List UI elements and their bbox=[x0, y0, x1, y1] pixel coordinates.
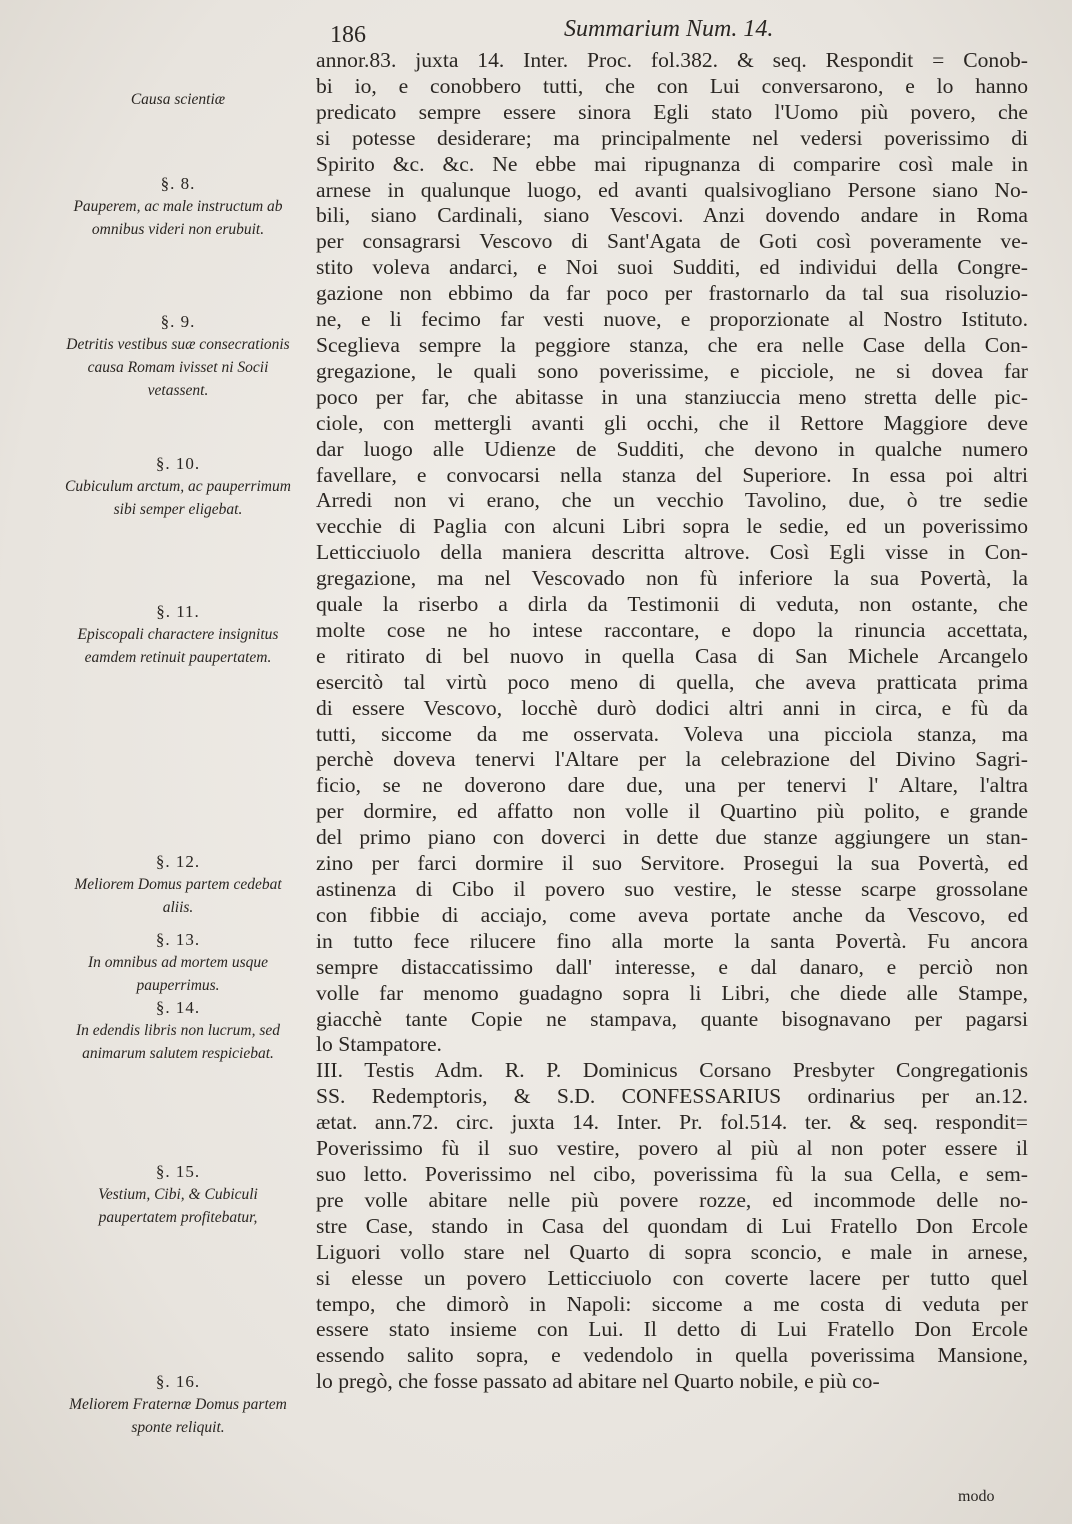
margin-note-4 bbox=[60, 600, 296, 669]
text-line: Poverissimo fù il suo vestire, povero al più al non poter essere il bbox=[316, 1136, 1028, 1161]
text-line: annor.83. juxta 14. Inter. Proc. fol.382. & seq. Respondit = Conob- bbox=[316, 48, 1028, 72]
page-header bbox=[328, 8, 1028, 48]
text-line: Letticciuolo della maniera descritta altrove. Così Egli visse in Con- bbox=[316, 540, 1028, 565]
text-line: tempo, che dimorò in Napoli: siccome a me costa di veduta per bbox=[316, 1291, 1028, 1316]
catchword: modo bbox=[958, 1488, 995, 1505]
text-line: bili, siano Cardinali, siano Vescovi. Anzi dovendo andare in Roma bbox=[316, 203, 1028, 228]
text-line: lo Stampatore. bbox=[316, 1032, 442, 1057]
margin-note-section: §. 11. bbox=[156, 602, 200, 621]
paragraph-testimony-2 bbox=[316, 48, 1028, 1058]
text-line: in tutto fece rilucere fino alla morte la santa Povertà. Fu ancora bbox=[316, 928, 1028, 953]
text-line: quale la riserbo a dirla da Testimonii di veduta, non ostante, che bbox=[316, 592, 1028, 617]
text-line: ficio, se ne doverono dare due, una per tenervi l' Altare, l'altra bbox=[316, 773, 1028, 798]
text-line: ne, e li fecimo far vesti nuove, e proporzionate al Nostro Istituto. bbox=[316, 307, 1028, 332]
text-line: Arredi non vi erano, che un vecchio Tavolino, due, ò tre sedie bbox=[316, 488, 1028, 513]
margin-note-5 bbox=[60, 850, 296, 919]
margin-note-section: §. 16. bbox=[155, 1372, 201, 1391]
margin-note-8 bbox=[60, 1160, 296, 1229]
text-line: arnese in qualunque luogo, ed avanti qualsivogliano Persone siano No- bbox=[316, 177, 1028, 202]
margin-note-text: Detritis vestibus suæ consecrationis causa Romam ivisset ni Socii vetassent. bbox=[66, 336, 290, 399]
text-line: pre volle abitare nelle più povere rozze, ed incommode delle no- bbox=[316, 1187, 1028, 1212]
margin-note-section: §. 13. bbox=[155, 930, 201, 949]
margin-note-text: Episcopali charactere insignitus eamdem retinuit paupertatem. bbox=[77, 626, 279, 666]
margin-note-section: §. 8. bbox=[160, 174, 196, 193]
text-line: predicato sempre essere sinora Egli stato l'Uomo più povero, che bbox=[316, 99, 1028, 124]
margin-note-1 bbox=[60, 172, 296, 241]
margin-note-text: Vestium, Cibi, & Cubiculi paupertatem profitebatur, bbox=[98, 1186, 258, 1226]
text-line: essendo salito sopra, e vedendolo in quella poverissima Mansione, bbox=[316, 1343, 1028, 1368]
text-line: gazione non ebbimo da far poco per frastornarlo da tal sua risoluzio- bbox=[316, 281, 1028, 306]
text-line: per dormire, ed affatto non volle il Quartino più polito, e grande bbox=[316, 799, 1028, 824]
text-line: ciole, con mettergli avanti gli occhi, che il Rettore Maggiore deve bbox=[316, 410, 1028, 435]
text-line: vecchie di Paglia con alcuni Libri sopra le sedie, ed un poverissimo bbox=[316, 514, 1028, 539]
margin-note-text: Cubiculum arctum, ac pauperrimum sibi semper eligebat. bbox=[65, 478, 291, 518]
text-line: gregazione, ma nel Vescovado non fù inferiore la sua Povertà, la bbox=[316, 566, 1028, 591]
margin-note-9 bbox=[60, 1370, 296, 1439]
text-line: favellare, e convocarsi nella stanza del Superiore. In essa poi altri bbox=[316, 462, 1028, 487]
text-line: si potesse desiderare; ma principalmente nel vedersi poverissimo di bbox=[316, 125, 1028, 150]
text-line: bi io, e conobbero tutti, che con Lui conversarono, e lo hanno bbox=[316, 73, 1028, 98]
text-line: sempre distaccatissimo dall' interesse, e dal danaro, e perciò non bbox=[316, 954, 1028, 979]
text-line: molte cose ne ho intese raccontare, e dopo la rinuncia accettata, bbox=[316, 617, 1028, 642]
text-line: e ritirato di bel nuovo in quella Casa di San Michele Arcangelo bbox=[316, 643, 1028, 668]
margin-note-section: §. 10. bbox=[155, 454, 201, 473]
text-line: esercitò tal virtù poco meno di quella, che aveva pratticata prima bbox=[316, 669, 1028, 694]
margin-note-7 bbox=[60, 996, 296, 1065]
text-line: con fibbie di acciajo, come aveva portate anche da Vescovo, ed bbox=[316, 902, 1028, 927]
margin-note-2 bbox=[60, 310, 296, 402]
margin-note-section: §. 15. bbox=[155, 1162, 201, 1181]
paragraph-testimony-3 bbox=[316, 1058, 1028, 1395]
page-number: 186 bbox=[330, 22, 366, 48]
text-line: del primo piano con doverci in dette due stanze aggiungere un stan- bbox=[316, 825, 1028, 850]
text-line: si elesse un povero Letticciuolo con coverte lacere per tutto quel bbox=[316, 1265, 1028, 1290]
text-line: giacchè tante Copie ne stampava, quante bisognavano per pagarsi bbox=[316, 1006, 1028, 1031]
margin-note-3 bbox=[60, 452, 296, 521]
margin-note-text: Pauperem, ac male instructum ab omnibus videri non erubuit. bbox=[73, 198, 283, 238]
text-line: gregazione, le quali sono poverissime, e picciole, ne si dovea far bbox=[316, 358, 1028, 383]
main-text bbox=[316, 48, 1028, 1395]
margin-note-text: Meliorem Domus partem cedebat aliis. bbox=[74, 876, 282, 916]
margin-note-0 bbox=[60, 88, 296, 111]
text-line: di essere Vescovo, locchè durò dodici altri anni in circa, e fù da bbox=[316, 695, 1028, 720]
text-line: Liguori vollo stare nel Quarto di sopra sconcio, e male in arnese, bbox=[316, 1239, 1028, 1264]
text-line: stito voleva andarci, e Noi suoi Sudditi, ed individui della Congre- bbox=[316, 255, 1028, 280]
text-line: SS. Redemptoris, & S.D. CONFESSARIUS ordinarius per an.12. bbox=[316, 1084, 1028, 1109]
text-line: per consagrarsi Vescovo di Sant'Agata de Goti così poveramente ve- bbox=[316, 229, 1028, 254]
text-line: Spirito &c. &c. Ne ebbe mai ripugnanza di comparire così male in bbox=[316, 151, 1028, 176]
text-line: poco per far, che abitasse in una stanziuccia meno stretta delle pic- bbox=[316, 384, 1028, 409]
text-line: stre Case, stando in Casa del quondam di Lui Fratello Don Ercole bbox=[316, 1213, 1028, 1238]
text-line: essere stato insieme con Lui. Il detto di Lui Fratello Don Ercole bbox=[316, 1317, 1028, 1342]
margin-note-section: §. 12. bbox=[155, 852, 201, 871]
margin-note-text: Causa scientiæ bbox=[130, 91, 226, 108]
running-head: Summarium Num. 14. bbox=[564, 16, 774, 42]
margin-note-text: Meliorem Fraternæ Domus partem sponte reliquit. bbox=[69, 1396, 287, 1436]
text-line: Sceglieva sempre la peggiore stanza, che era nelle Case della Con- bbox=[316, 332, 1028, 357]
margin-note-text: In edendis libris non lucrum, sed animarum salutem respiciebat. bbox=[75, 1022, 281, 1062]
text-line: suo letto. Poverissimo nel cibo, poverissima fù la sua Cella, e sem- bbox=[316, 1161, 1028, 1186]
margin-note-section: §. 9. bbox=[160, 312, 196, 331]
text-line: dar luogo alle Udienze de Sudditi, che devono in qualche numero bbox=[316, 436, 1028, 461]
text-line: lo pregò, che fosse passato ad abitare nel Quarto nobile, e più co- bbox=[316, 1369, 880, 1394]
margin-note-text: In omnibus ad mortem usque pauperrimus. bbox=[88, 954, 268, 994]
text-line: ætat. ann.72. circ. juxta 14. Inter. Pr. fol.514. ter. & seq. respondit= bbox=[316, 1110, 1028, 1135]
text-line: volle far menomo guadagno sopra li Libri, che diede alle Stampe, bbox=[316, 980, 1028, 1005]
text-line: perchè doveva tenervi l'Altare per la celebrazione del Divino Sagri- bbox=[316, 747, 1028, 772]
text-line: III. Testis Adm. R. P. Dominicus Corsano Presbyter Congregationis bbox=[316, 1058, 1028, 1083]
margin-note-section: §. 14. bbox=[155, 998, 201, 1017]
text-line: astinenza di Cibo il povero suo vestire, le stesse scarpe grossolane bbox=[316, 877, 1028, 901]
text-line: tutti, siccome da me osservata. Voleva una picciola stanza, ma bbox=[316, 721, 1028, 746]
text-line: zino per farci dormire il suo Servitore. Prosegui la sua Povertà, ed bbox=[316, 851, 1028, 876]
margin-note-6 bbox=[60, 928, 296, 997]
